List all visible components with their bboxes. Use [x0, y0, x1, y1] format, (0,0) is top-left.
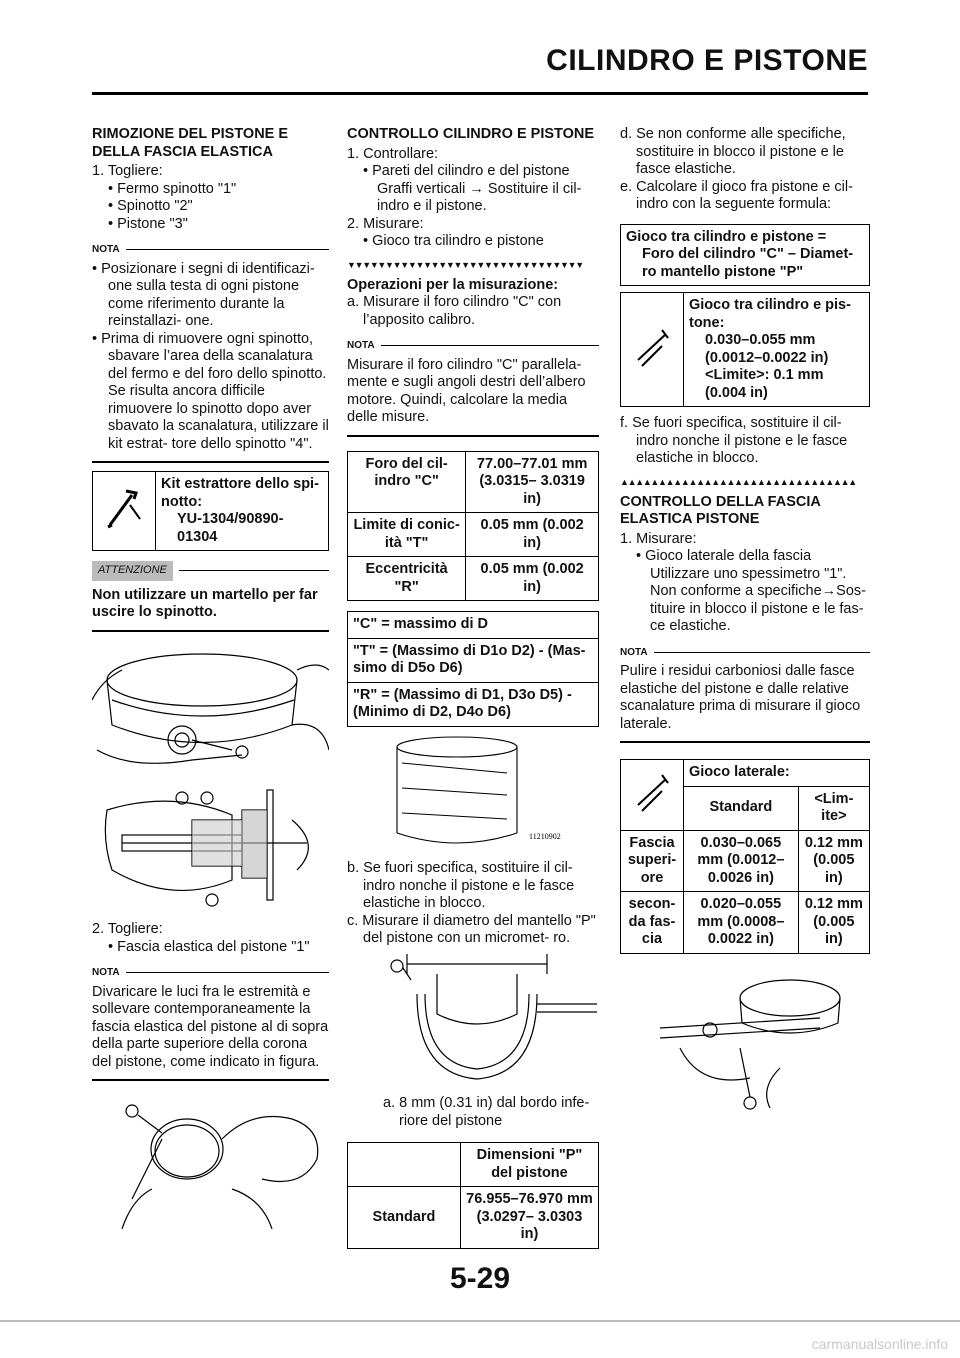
table-row	[621, 892, 870, 954]
procedure-b: b. Se fuori specifica, sostituire il cil- indro nonche il pistone e le fasce elastiche in blocco.	[347, 860, 575, 911]
step-1: 1. Misurare:	[620, 530, 697, 547]
spec-label: Eccentricità "R"	[348, 557, 466, 601]
spec-label: Foro del cil- indro "C"	[348, 451, 466, 513]
table-row	[348, 1187, 599, 1249]
note-item: • Prima di rimuovere ogni spinotto, sbavare l’area della scanalatura del fermo e del foro dello spinotto. Se risulta ancora difficile rimuovere lo spinotto dopo aver sbavato la scanalatura, utilizzare il kit estrat- tore dello spinotto "4".	[92, 330, 329, 452]
title-rule	[92, 92, 868, 95]
table-row	[621, 293, 870, 407]
clearance-limit: <Limite>: 0.1 mm	[705, 367, 824, 383]
standard-value: 0.020–0.055 mm (0.0008– 0.0022 in)	[684, 892, 799, 954]
piston-size-header: Dimensioni "P" del pistone	[460, 1143, 598, 1187]
procedure-start-marker: ▼▼▼▼▼▼▼▼▼▼▼▼▼▼▼▼▼▼▼▼▼▼▼▼▼▼▼▼▼▼▼	[347, 259, 583, 270]
bullet-side-clearance: • Gioco laterale della fascia	[636, 548, 812, 564]
bullet-clearance: • Gioco tra cilindro e pistone	[363, 233, 544, 249]
figure-cylinder-bore	[347, 733, 599, 855]
formula-c: "C" = massimo di D	[348, 612, 599, 639]
tool-code: YU-1304/90890-01304	[177, 511, 284, 545]
page-title: CILINDRO E PISTONE	[546, 44, 868, 77]
column-2	[347, 126, 599, 1249]
bullet-ring: • Fascia elastica del pistone "1"	[108, 938, 310, 955]
spec-value: 77.00–77.01 mm (3.0315– 3.0319 in)	[466, 451, 599, 513]
ring-label: secon- da fas- cia	[621, 892, 684, 954]
clearance-formula	[621, 224, 870, 286]
table-row	[348, 557, 599, 601]
note-text: Misurare il foro cilindro "C" parallela- mente e sugli angoli destri dell’albero motore. Quindi, calcolare la media delle misure.	[347, 356, 586, 425]
nota-label: NOTA	[620, 644, 870, 662]
tool-name: Kit estrattore dello spi- notto:	[161, 476, 319, 510]
procedure-c: c. Misurare il diametro del mantello "P" del pistone con un micromet- ro.	[347, 912, 596, 946]
procedure-end-marker: ▲▲▲▲▲▲▲▲▲▲▲▲▲▲▲▲▲▲▲▲▲▲▲▲▲▲▲▲▲▲▲	[620, 476, 856, 487]
table-row	[348, 1143, 599, 1187]
side-clearance-title: Gioco laterale:	[684, 760, 870, 787]
empty-cell	[348, 1143, 461, 1187]
spec-value: 0.05 mm (0.002 in)	[466, 557, 599, 601]
limit-header: <Lim- ite>	[798, 786, 869, 830]
clearance-spec-table	[620, 292, 870, 407]
tool-info	[156, 472, 329, 551]
clearance-formula-table	[620, 224, 870, 287]
bullet-circlip: • Fermo spinotto "1"	[108, 180, 237, 197]
table-row	[348, 513, 599, 557]
spec-label: Limite di conic- ità "T"	[348, 513, 466, 557]
figure-feeler-gauge	[620, 968, 870, 1124]
figure-code: 11210902	[529, 831, 561, 841]
section-heading-ring: CONTROLLO DELLA FASCIA ELASTICA PISTONE	[620, 493, 821, 527]
procedure-d: d. Se non conforme alle specifiche, sostituire in blocco il pistone e le fasce elastiche.	[620, 126, 846, 177]
bullet-piston: • Pistone "3"	[108, 215, 188, 232]
bullet-side-detail: Utilizzare uno spessimetro "1". Non conforme a specifiche→Sos- tituire in blocco il pistone e le fas- ce elastiche.	[650, 565, 866, 634]
clearance-spec	[684, 293, 870, 407]
page-number: 5-29	[449, 1262, 511, 1295]
figure-piston-removal	[92, 640, 329, 916]
divider	[92, 630, 329, 632]
tool-icon	[93, 472, 156, 551]
spec-value: 0.05 mm (0.002 in)	[466, 513, 599, 557]
figure-note-a: a. 8 mm (0.31 in) dal bordo infe- riore del pistone	[383, 1095, 590, 1129]
side-clearance-table	[620, 759, 870, 954]
divider	[92, 1079, 329, 1081]
note-item: • Posizionare i segni di identificazi- one sulla testa di ogni pistone come riferimento durante la reinstallazi- one.	[92, 260, 315, 329]
formula-line-1: Gioco tra cilindro e pistone =	[626, 228, 827, 245]
nota-label: NOTA	[347, 337, 599, 355]
caliper-icon	[621, 293, 684, 407]
section-heading-removal: RIMOZIONE DEL PISTONE E DELLA FASCIA ELASTICA	[92, 126, 289, 160]
caliper-icon	[621, 760, 684, 831]
table-row	[621, 830, 870, 892]
step-1: 1. Controllare:	[347, 145, 439, 162]
attention-text: Non utilizzare un martello per far uscire lo spinotto.	[92, 586, 318, 620]
procedure-f: f. Se fuori specifica, sostituire il cil- indro nonche il pistone e le fasce elastiche in blocco.	[620, 415, 848, 466]
table-row	[621, 760, 870, 787]
column-1	[92, 126, 329, 1241]
formula-line-2: Foro del cilindro "C" – Diamet- ro mantello pistone "P"	[642, 246, 854, 280]
limit-value: 0.12 mm (0.005 in)	[798, 892, 869, 954]
piston-size-table	[347, 1142, 599, 1249]
bullet-walls-detail: Graffi verticali → Sostituire il cil- indro e il pistone.	[377, 180, 582, 214]
divider	[620, 741, 870, 743]
clearance-limit-in: (0.004 in)	[705, 384, 768, 401]
step-2: 2. Misurare:	[347, 215, 424, 232]
cylinder-spec-table	[347, 451, 599, 602]
clearance-value: 0.030–0.055 mm	[705, 332, 816, 348]
piston-size-value: 76.955–76.970 mm (3.0297– 3.0303 in)	[460, 1187, 598, 1249]
section-heading-cylinder: CONTROLLO CILINDRO E PISTONE	[347, 126, 595, 142]
bullet-walls: • Pareti del cilindro e del pistone	[363, 163, 570, 179]
piston-size-label: Standard	[348, 1187, 461, 1249]
bullet-pin: • Spinotto "2"	[108, 198, 193, 214]
table-row	[348, 638, 599, 682]
table-row	[348, 682, 599, 726]
footer-rule	[0, 1320, 960, 1322]
table-row	[621, 224, 870, 286]
formula-t: "T" = (Massimo di D1o D2) - (Mas- simo di D5o D6)	[348, 638, 599, 682]
note-text: Pulire i residui carboniosi dalle fasce elastiche del pistone e dalle relative scanalature prima di misurare il gioco laterale.	[620, 663, 861, 732]
nota-label: NOTA	[92, 241, 329, 259]
procedure-a: a. Misurare il foro cilindro "C" con l’apposito calibro.	[347, 294, 562, 328]
procedure-e: e. Calcolare il gioco fra pistone e cil- indro con la seguente formula:	[620, 178, 853, 212]
step-1: 1. Togliere:	[92, 163, 163, 179]
clearance-value-in: (0.0012–0.0022 in)	[705, 349, 829, 366]
formula-table	[347, 611, 599, 727]
step-2: 2. Togliere:	[92, 921, 163, 937]
figure-ring-removal	[92, 1089, 329, 1235]
tool-table	[92, 471, 329, 551]
standard-header: Standard	[684, 786, 799, 830]
limit-value: 0.12 mm (0.005 in)	[798, 830, 869, 892]
ring-label: Fascia superi- ore	[621, 830, 684, 892]
table-row	[348, 451, 599, 513]
standard-value: 0.030–0.065 mm (0.0012– 0.0026 in)	[684, 830, 799, 892]
divider	[347, 435, 599, 437]
column-3	[620, 126, 870, 1129]
clearance-title: Gioco tra cilindro e pis- tone:	[689, 297, 851, 331]
divider	[92, 461, 329, 463]
table-row	[348, 612, 599, 639]
nota-label: NOTA	[92, 964, 329, 982]
figure-micrometer	[347, 954, 599, 1090]
procedure-title: Operazioni per la misurazione:	[347, 276, 559, 293]
attention-label: ATTENZIONE	[92, 561, 329, 581]
formula-r: "R" = (Massimo di D1, D3o D5) - (Minimo di D2, D4o D6)	[348, 682, 599, 726]
watermark: carmanualsonline.info	[811, 1336, 948, 1352]
note-text: Divaricare le luci fra le estremità e sollevare contemporaneamente la fascia elastica del pistone al di sopra della parte superiore della corona del pistone, come indicato in figura.	[92, 983, 329, 1070]
